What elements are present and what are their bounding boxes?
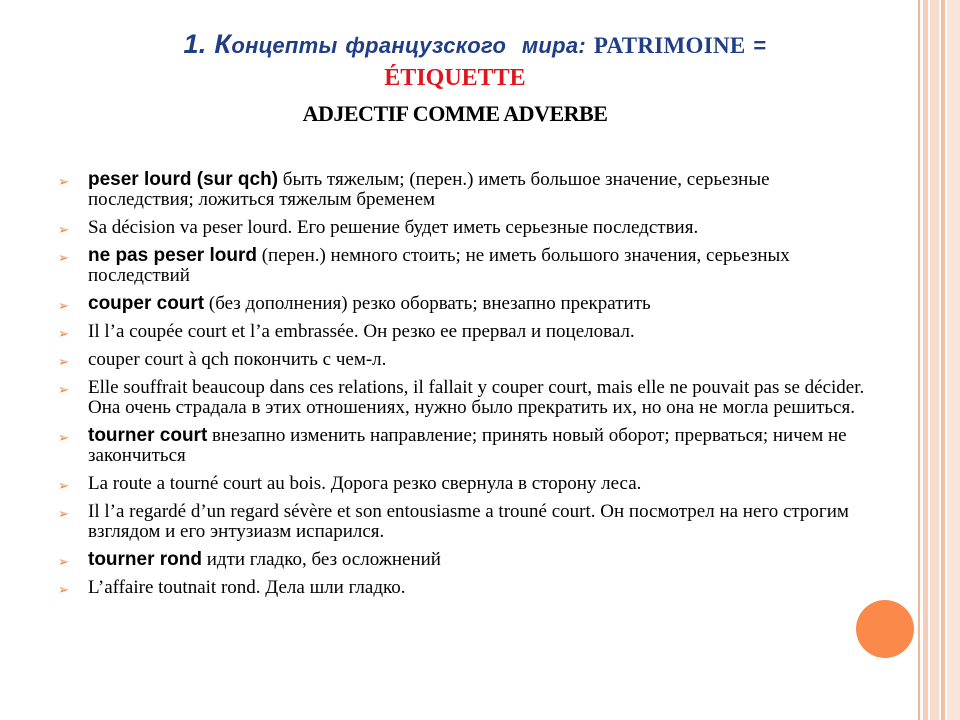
title-number: 1. [183,29,207,59]
list-item [58,578,868,598]
list-item [58,502,868,542]
list-item-text: Il l’a coupée court et l’a embrassée. Он резко ее прервал и поцеловал. [88,321,635,342]
list-item-text: (без дополнения) резко оборвать; внезапно прекратить [204,293,651,314]
title-subtitle: ADJECTIF COMME ADVERBE [302,101,608,126]
list-item [58,350,868,370]
title-word-concepts: онцепты [231,33,338,58]
list-item-text: couper court à qch покончить с чем-л. [88,349,387,370]
list-item-term: tourner rond [88,549,202,570]
bullet-arrow-icon: ➢ [58,479,69,494]
bullet-arrow-icon: ➢ [58,223,69,238]
list-item [58,378,868,418]
list-item-text: (перен.) немного стоить; не иметь большого значения, серьезных последствий [88,245,790,286]
list-item-text: быть тяжелым; (перен.) иметь большое значение, серьезные последствия; ложиться тяжелым бременем [88,169,770,210]
stripe [918,0,920,720]
bullet-arrow-icon: ➢ [58,355,69,370]
title-cap-letter: К [214,29,232,59]
bullet-arrow-icon: ➢ [58,327,69,342]
list-item-term: tourner court [88,425,208,446]
list-item [58,474,868,494]
list-item-term: peser lourd (sur qch) [88,169,279,190]
list-item-text: внезапно изменить направление; принять новый оборот; прерваться; ничем не закончиться [88,425,847,466]
title-patrimoine: PATRIMOINE [593,33,746,58]
bullet-arrow-icon: ➢ [58,431,69,446]
list-item-text: L’affaire toutnait rond. Дела шли гладко. [88,577,406,598]
stripe [941,0,945,720]
stripe [947,0,960,720]
list-item [58,426,868,466]
list-item [58,322,868,342]
bullet-arrow-icon: ➢ [58,299,69,314]
list-item [58,550,868,570]
title-etiquette: ÉTIQUETTE [384,65,526,91]
decorative-stripes [918,0,960,720]
title-equals: = [753,33,767,58]
list-item-term: ne pas peser lourd [88,245,257,266]
list-item-text: Elle souffrait beaucoup dans ces relations, il fallait y couper court, mais elle ne pouvait pas se décider. Она очень страдала в этих отношениях, нужно было прекратить их, но она не могла решиться. [88,377,865,418]
list-item [58,294,868,314]
slide-title [0,26,910,130]
list-item-text: Sa décision va peser lourd. Его решение будет иметь серьезные последствия. [88,217,699,238]
stripe [923,0,928,720]
phrase-list [58,170,868,606]
bullet-arrow-icon: ➢ [58,383,69,398]
list-item-text: идти гладко, без осложнений [202,549,441,570]
list-item [58,170,868,210]
title-word-world: мира: [521,33,587,58]
title-line-concepts [0,26,910,64]
list-item-text: Il l’a regardé d’un regard sévère et son entousiasme a trouné court. Он посмотрел на него строгим взглядом и его энтузиазм испарился. [88,501,849,542]
accent-circle [856,600,914,658]
list-item [58,218,868,238]
list-item-term: couper court [88,293,205,314]
bullet-arrow-icon: ➢ [58,555,69,570]
stripe [930,0,939,720]
bullet-arrow-icon: ➢ [58,507,69,522]
bullet-arrow-icon: ➢ [58,583,69,598]
list-item-text: La route a tourné court au bois. Дорога резко свернула в сторону леса. [88,473,642,494]
list-item [58,246,868,286]
bullet-arrow-icon: ➢ [58,175,69,190]
title-word-french: французского [345,33,507,58]
bullet-arrow-icon: ➢ [58,251,69,266]
